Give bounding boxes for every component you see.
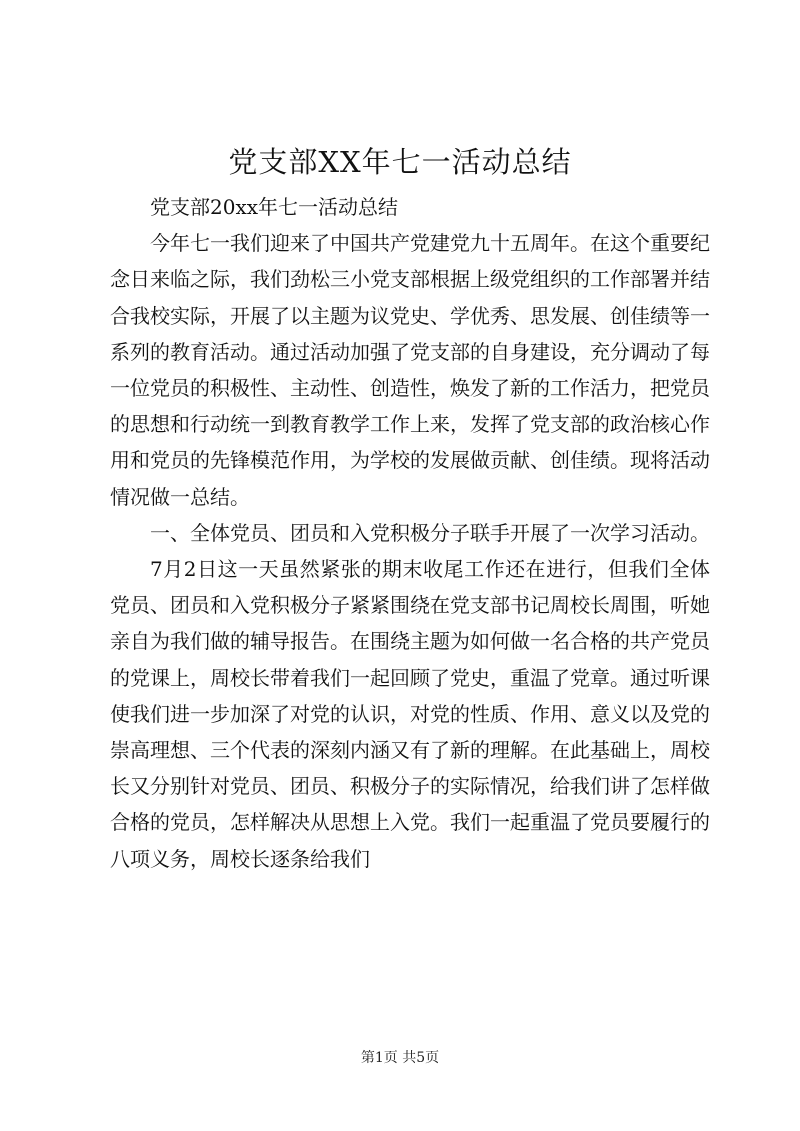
page-footer: 第1页 共5页 [360,1050,440,1066]
paragraph-intro: 今年七一我们迎来了中国共产党建党九十五周年。在这个重要纪念日来临之际，我们劲松三小党支部根据上级党组织的工作部署并结合我校实际，开展了以主题为议党史、学优秀、思发展、创佳绩等一系列的教育活动。通过活动加强了党支部的自身建设，充分调动了每一位党员的积极性、主动性、创造性，焕发了新的工作活力，把党员的思想和行动统一到教育教学工作上来，发挥了党支部的政治核心作用和党员的先锋模范作用，为学校的发展做贡献、创佳绩。现将活动情况做一总结。 [110,231,710,509]
paragraph-section-heading: 一、全体党员、团员和入党积极分子联手开展了一次学习活动。 [150,520,710,545]
paragraph-subtitle: 党支部20xx年七一活动总结 [150,195,399,219]
paragraph-section-body: 7月2日这一天虽然紧张的期末收尾工作还在进行，但我们全体党员、团员和入党积极分子紧紧围绕在党支部书记周校长周围，听她亲自为我们做的辅导报告。在围绕主题为如何做一名合格的共产党员的党课上，周校长带着我们一起回顾了党史，重温了党章。通过听课使我们进一步加深了对党的认识，对党的性质、作用、意义以及党的崇高理想、三个代表的深刻内涵又有了新的理解。在此基础上，周校长又分别针对党员、团员、积极分子的实际情况，给我们讲了怎样做合格的党员，怎样解决从思想上入党。我们一起重温了党员要履行的八项义务，周校长逐条给我们 [110,557,710,871]
document-title: 党支部XX年七一活动总结 [228,145,572,179]
document-body [110,189,710,877]
